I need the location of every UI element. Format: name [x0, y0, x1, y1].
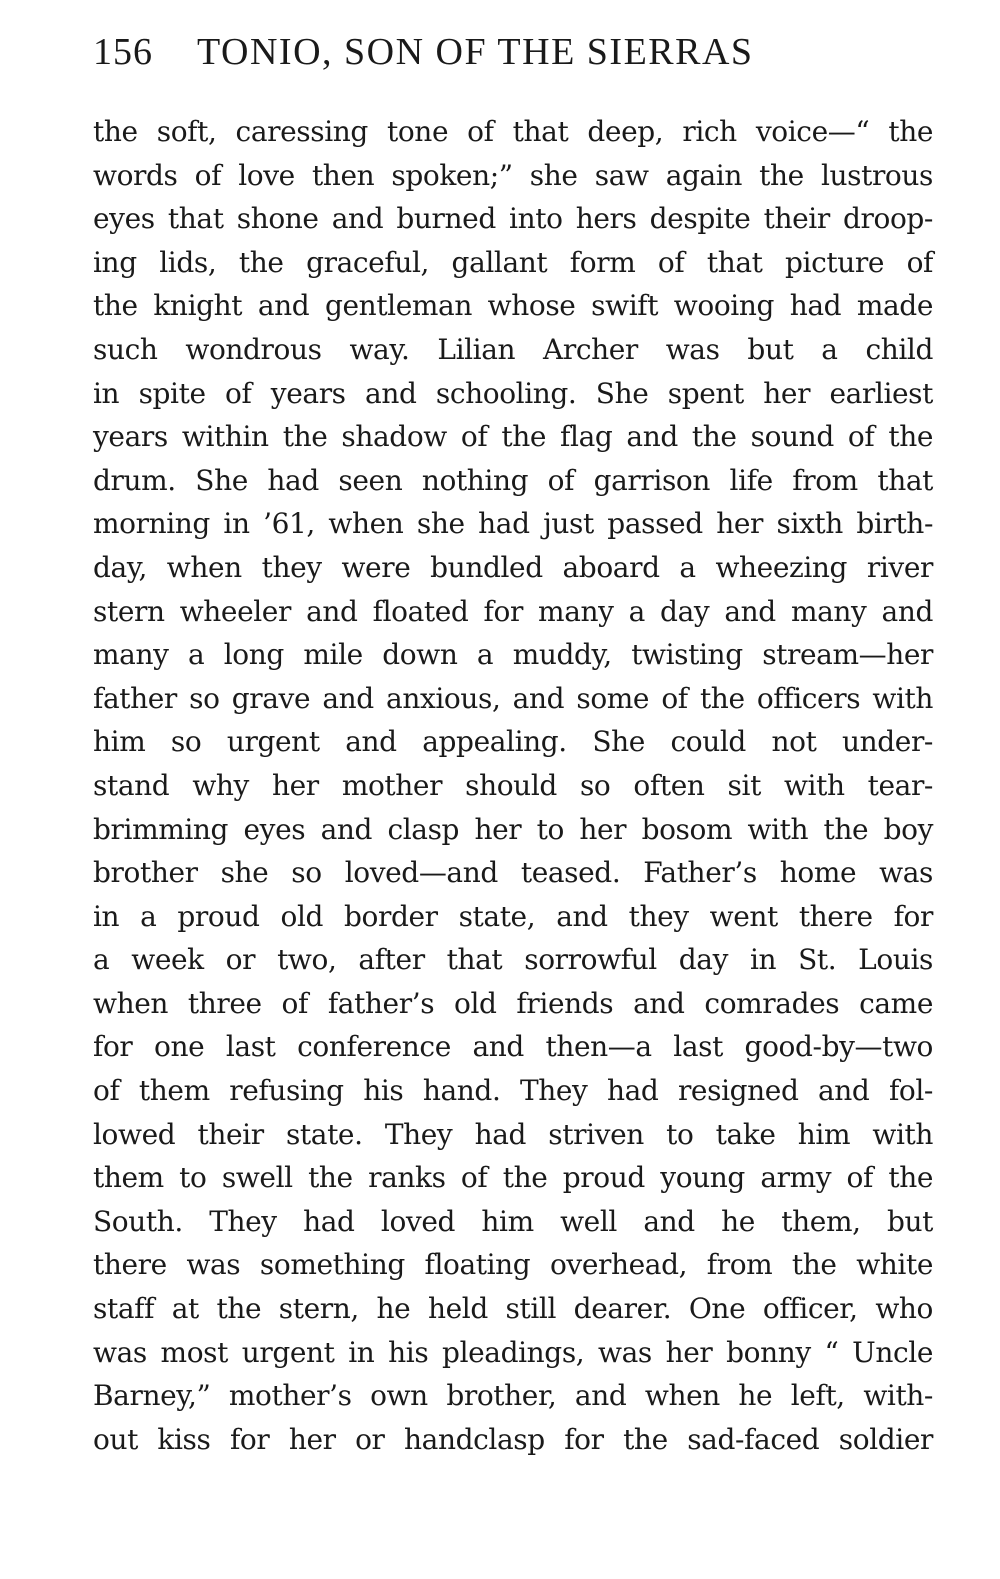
text-line: him so urgent and appealing. She could not under-: [93, 725, 933, 759]
text-line: stern wheeler and floated for many a day and many and: [93, 594, 933, 628]
running-title: TONIO, SON OF THE SIERRAS: [197, 31, 754, 73]
text-line: in spite of years and schooling. She spent her earliest: [93, 376, 933, 410]
book-page: [93, 30, 933, 1461]
text-line: day, when they were bundled aboard a wheezing river: [93, 550, 933, 584]
text-line: morning in ’61, when she had just passed her sixth birth-: [93, 507, 933, 541]
text-line: brimming eyes and clasp her to her bosom with the boy: [93, 812, 933, 846]
text-line: brother she so loved—and teased. Father’s home was: [93, 856, 933, 890]
body-text: [93, 110, 933, 1461]
text-line: drum. She had seen nothing of garrison life from that: [93, 463, 933, 497]
page-number: 156: [93, 31, 153, 73]
text-line: eyes that shone and burned into hers despite their droop-: [93, 202, 933, 236]
text-line: ing lids, the graceful, gallant form of that picture of: [93, 245, 933, 279]
text-line: them to swell the ranks of the proud young army of the: [93, 1161, 933, 1195]
text-line: was most urgent in his pleadings, was her bonny “ Uncle: [93, 1335, 933, 1369]
text-line: for one last conference and then—a last good-by—two: [93, 1030, 933, 1064]
text-line: many a long mile down a muddy, twisting stream—her: [93, 638, 933, 672]
text-line: in a proud old border state, and they went there for: [93, 899, 933, 933]
text-line: such wondrous way. Lilian Archer was but a child: [93, 332, 933, 366]
text-line: when three of father’s old friends and comrades came: [93, 986, 933, 1020]
text-line: of them refusing his hand. They had resigned and fol-: [93, 1074, 933, 1108]
text-line: a week or two, after that sorrowful day in St. Louis: [93, 943, 933, 977]
text-line: lowed their state. They had striven to take him with: [93, 1117, 933, 1151]
text-line: the knight and gentleman whose swift wooing had made: [93, 289, 933, 323]
text-line: out kiss for her or handclasp for the sad-faced soldier: [93, 1422, 933, 1456]
text-line: South. They had loved him well and he them, but: [93, 1204, 933, 1238]
running-head: [93, 30, 933, 78]
text-line: there was something floating overhead, from the white: [93, 1248, 933, 1282]
text-line: stand why her mother should so often sit with tear-: [93, 768, 933, 802]
text-line: staff at the stern, he held still dearer. One officer, who: [93, 1292, 933, 1326]
text-line: father so grave and anxious, and some of the officers with: [93, 681, 933, 715]
text-line: Barney,” mother’s own brother, and when he left, with-: [93, 1379, 933, 1413]
text-line: words of love then spoken;” she saw again the lustrous: [93, 158, 933, 192]
text-line: years within the shadow of the flag and the sound of the: [93, 420, 933, 454]
text-line: the soft, caressing tone of that deep, rich voice—“ the: [93, 115, 933, 148]
